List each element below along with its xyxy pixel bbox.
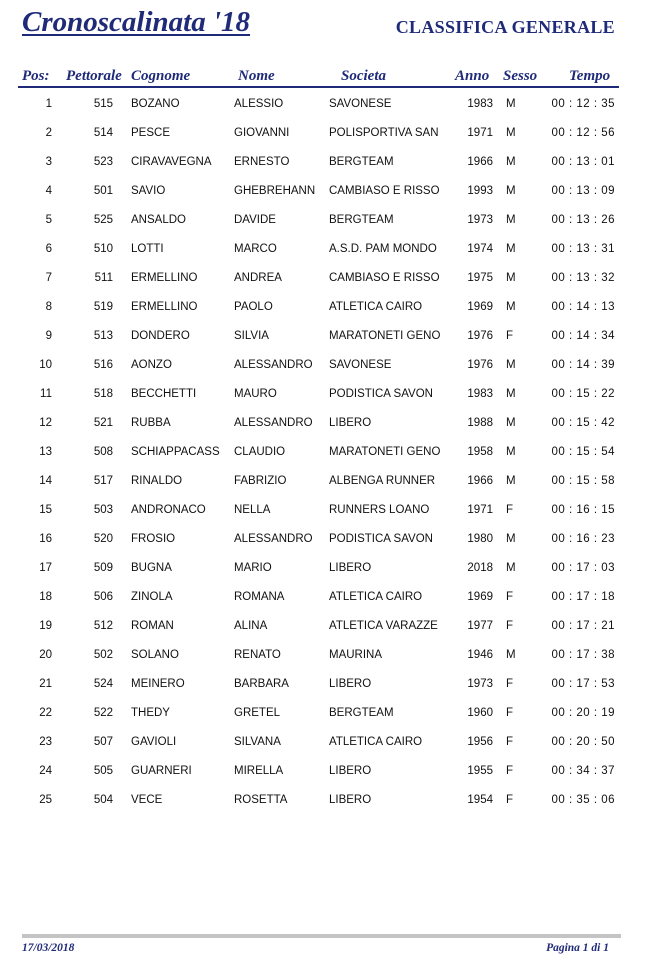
cell-first-name: GRETEL [234,707,281,719]
cell-birth-year: 1966 [467,475,493,487]
table-row [0,350,649,379]
cell-first-name: ALESSIO [234,98,284,110]
cell-time: 00 : 16 : 15 [551,504,615,516]
cell-bib-number: 514 [93,127,113,139]
cell-birth-year: 1955 [467,765,493,777]
cell-position: 23 [39,736,52,748]
cell-position: 7 [45,272,52,284]
cell-birth-year: 1993 [467,185,493,197]
cell-position: 8 [45,301,52,313]
cell-first-name: ROSETTA [234,794,288,806]
cell-surname: SAVIO [131,185,166,197]
table-row [0,205,649,234]
cell-position: 14 [39,475,52,487]
cell-position: 17 [39,562,52,574]
table-row [0,408,649,437]
table-row [0,524,649,553]
table-row [0,321,649,350]
table-row [0,698,649,727]
cell-time: 00 : 17 : 53 [551,678,615,690]
cell-first-name: FABRIZIO [234,475,287,487]
cell-bib-number: 518 [93,388,113,400]
cell-position: 12 [39,417,52,429]
cell-sex: M [506,185,516,197]
cell-sex: F [506,504,514,516]
cell-time: 00 : 13 : 26 [551,214,615,226]
cell-bib-number: 501 [93,185,113,197]
cell-first-name: DAVIDE [234,214,276,226]
cell-club: CAMBIASO E RISSO [329,272,440,284]
cell-first-name: ALESSANDRO [234,417,313,429]
cell-first-name: NELLA [234,504,271,516]
cell-club: CAMBIASO E RISSO [329,185,440,197]
cell-surname: VECE [131,794,163,806]
cell-birth-year: 1969 [467,591,493,603]
cell-position: 13 [39,446,52,458]
cell-birth-year: 1946 [467,649,493,661]
cell-position: 15 [39,504,52,516]
cell-sex: M [506,272,516,284]
cell-club: SAVONESE [329,98,392,110]
table-row [0,379,649,408]
cell-club: LIBERO [329,678,372,690]
cell-first-name: MIRELLA [234,765,284,777]
table-row [0,466,649,495]
header-year: Anno [455,68,490,84]
cell-surname: GAVIOLI [131,736,177,748]
footer-date: 17/03/2018 [22,942,75,954]
cell-surname: BECCHETTI [131,388,197,400]
cell-birth-year: 1976 [467,359,493,371]
cell-time: 00 : 14 : 39 [551,359,615,371]
table-row [0,611,649,640]
cell-sex: M [506,156,516,168]
cell-birth-year: 1971 [467,504,493,516]
cell-birth-year: 1977 [467,620,493,632]
cell-bib-number: 515 [93,98,113,110]
cell-first-name: ALESSANDRO [234,533,313,545]
cell-bib-number: 516 [93,359,113,371]
cell-birth-year: 1980 [467,533,493,545]
header-time: Tempo [569,68,611,84]
cell-position: 24 [39,765,52,777]
cell-time: 00 : 20 : 19 [551,707,615,719]
table-row [0,640,649,669]
cell-position: 20 [39,649,52,661]
cell-bib-number: 508 [93,446,113,458]
cell-birth-year: 1960 [467,707,493,719]
cell-first-name: GIOVANNI [234,127,290,139]
cell-time: 00 : 13 : 01 [551,156,615,168]
cell-surname: PESCE [131,127,170,139]
page-title: Cronoscalinata '18 [22,6,251,38]
cell-bib-number: 512 [93,620,113,632]
cell-bib-number: 507 [93,736,113,748]
cell-sex: M [506,649,516,661]
cell-time: 00 : 35 : 06 [551,794,615,806]
cell-club: ATLETICA CAIRO [329,301,423,313]
cell-first-name: RENATO [234,649,281,661]
cell-birth-year: 1973 [467,678,493,690]
cell-birth-year: 1975 [467,272,493,284]
cell-sex: M [506,98,516,110]
cell-birth-year: 1971 [467,127,493,139]
cell-time: 00 : 20 : 50 [551,736,615,748]
cell-first-name: MARIO [234,562,272,574]
table-row [0,176,649,205]
cell-position: 11 [40,388,52,400]
cell-position: 6 [45,243,52,255]
cell-sex: F [506,794,514,806]
table-row [0,147,649,176]
cell-club: A.S.D. PAM MONDO [329,243,437,255]
cell-sex: F [506,736,514,748]
cell-club: LIBERO [329,417,372,429]
cell-surname: ROMAN [131,620,174,632]
cell-time: 00 : 14 : 13 [551,301,615,313]
footer-bar [22,934,621,938]
cell-time: 00 : 15 : 58 [551,475,615,487]
cell-birth-year: 1973 [467,214,493,226]
cell-surname: SOLANO [131,649,179,661]
cell-surname: BOZANO [131,98,180,110]
cell-position: 16 [39,533,52,545]
table-row [0,437,649,466]
cell-time: 00 : 17 : 03 [551,562,615,574]
cell-bib-number: 504 [93,794,113,806]
cell-time: 00 : 15 : 22 [551,388,615,400]
footer-page: Pagina 1 di 1 [546,942,609,954]
cell-time: 00 : 14 : 34 [551,330,615,342]
cell-birth-year: 1966 [467,156,493,168]
cell-sex: M [506,243,516,255]
cell-time: 00 : 17 : 38 [551,649,615,661]
cell-position: 25 [39,794,52,806]
cell-birth-year: 1954 [467,794,493,806]
cell-bib-number: 517 [93,475,113,487]
cell-club: RUNNERS LOANO [329,504,430,516]
cell-position: 9 [45,330,52,342]
cell-first-name: SILVIA [234,330,269,342]
header-club: Societa [341,68,386,84]
cell-first-name: BARBARA [234,678,289,690]
cell-time: 00 : 34 : 37 [551,765,615,777]
cell-club: LIBERO [329,794,372,806]
cell-time: 00 : 12 : 35 [551,98,615,110]
cell-sex: M [506,533,516,545]
cell-sex: F [506,330,514,342]
cell-first-name: CLAUDIO [234,446,286,458]
cell-position: 2 [45,127,52,139]
cell-surname: RUBBA [131,417,171,429]
table-row [0,495,649,524]
cell-surname: BUGNA [131,562,172,574]
cell-surname: ANDRONACO [131,504,206,516]
cell-bib-number: 522 [93,707,113,719]
cell-sex: F [506,707,514,719]
cell-sex: M [506,359,516,371]
cell-position: 5 [45,214,52,226]
cell-birth-year: 1974 [467,243,493,255]
cell-surname: ERMELLINO [131,301,198,313]
cell-position: 10 [39,359,52,371]
cell-birth-year: 2018 [467,562,493,574]
table-row [0,582,649,611]
cell-club: ATLETICA CAIRO [329,736,423,748]
cell-surname: RINALDO [131,475,183,487]
cell-surname: DONDERO [131,330,190,342]
cell-surname: THEDY [131,707,170,719]
cell-time: 00 : 15 : 42 [551,417,615,429]
cell-bib-number: 525 [93,214,113,226]
cell-sex: M [506,214,516,226]
cell-club: PODISTICA SAVON [329,533,433,545]
cell-sex: M [506,446,516,458]
cell-time: 00 : 12 : 56 [551,127,615,139]
cell-surname: SCHIAPPACASS [131,446,220,458]
cell-surname: AONZO [131,359,172,371]
cell-surname: MEINERO [131,678,185,690]
cell-birth-year: 1958 [467,446,493,458]
cell-sex: F [506,620,514,632]
cell-time: 00 : 13 : 31 [551,243,615,255]
cell-surname: GUARNERI [131,765,192,777]
cell-club: BERGTEAM [329,707,394,719]
cell-position: 21 [39,678,52,690]
cell-time: 00 : 15 : 54 [551,446,615,458]
cell-first-name: ALINA [234,620,268,632]
cell-club: ALBENGA RUNNER [329,475,436,487]
cell-bib-number: 519 [93,301,113,313]
cell-surname: CIRAVAVEGNA [131,156,212,168]
cell-sex: M [506,475,516,487]
cell-bib-number: 505 [93,765,113,777]
cell-sex: M [506,388,516,400]
cell-time: 00 : 13 : 32 [551,272,615,284]
cell-club: MAURINA [329,649,383,661]
cell-birth-year: 1956 [467,736,493,748]
header-rule [18,86,619,88]
table-header [0,66,649,86]
cell-club: LIBERO [329,765,372,777]
cell-time: 00 : 17 : 18 [551,591,615,603]
cell-club: PODISTICA SAVON [329,388,433,400]
table-row [0,756,649,785]
cell-position: 18 [39,591,52,603]
header-surname: Cognome [131,68,191,84]
cell-bib-number: 520 [93,533,113,545]
cell-bib-number: 511 [94,272,113,284]
cell-position: 1 [45,98,52,110]
cell-club: MARATONETI GENO [329,446,441,458]
cell-bib-number: 509 [93,562,113,574]
header-name: Nome [238,68,275,84]
cell-surname: LOTTI [131,243,164,255]
cell-surname: ANSALDO [131,214,186,226]
cell-position: 22 [39,707,52,719]
cell-club: LIBERO [329,562,372,574]
header-sex: Sesso [503,68,538,84]
page-subtitle: CLASSIFICA GENERALE [395,17,615,37]
cell-birth-year: 1983 [467,98,493,110]
cell-position: 19 [39,620,52,632]
header-bib: Pettorale [66,68,122,84]
header-pos: Pos: [22,68,50,84]
cell-surname: ZINOLA [131,591,173,603]
cell-bib-number: 523 [93,156,113,168]
cell-first-name: ERNESTO [234,156,290,168]
cell-position: 4 [45,185,52,197]
cell-first-name: PAOLO [234,301,273,313]
cell-surname: FROSIO [131,533,176,545]
cell-birth-year: 1976 [467,330,493,342]
cell-birth-year: 1988 [467,417,493,429]
cell-bib-number: 521 [93,417,113,429]
cell-club: POLISPORTIVA SAN [329,127,439,139]
cell-sex: M [506,562,516,574]
cell-club: BERGTEAM [329,214,394,226]
table-row [0,785,649,814]
cell-sex: M [506,301,516,313]
cell-first-name: MAURO [234,388,277,400]
results-table [0,89,649,814]
cell-time: 00 : 16 : 23 [551,533,615,545]
cell-club: ATLETICA CAIRO [329,591,423,603]
cell-first-name: GHEBREHANN [234,185,316,197]
cell-club: ATLETICA VARAZZE [329,620,438,632]
cell-club: BERGTEAM [329,156,394,168]
table-row [0,89,649,118]
cell-time: 00 : 13 : 09 [551,185,615,197]
cell-bib-number: 510 [93,243,113,255]
cell-first-name: SILVANA [234,736,281,748]
cell-club: MARATONETI GENO [329,330,441,342]
table-row [0,727,649,756]
cell-time: 00 : 17 : 21 [551,620,615,632]
cell-bib-number: 502 [93,649,113,661]
table-row [0,553,649,582]
cell-sex: M [506,127,516,139]
cell-club: SAVONESE [329,359,392,371]
table-row [0,118,649,147]
cell-birth-year: 1983 [467,388,493,400]
cell-sex: F [506,591,514,603]
cell-position: 3 [45,156,52,168]
cell-first-name: ANDREA [234,272,282,284]
table-row [0,263,649,292]
cell-bib-number: 503 [93,504,113,516]
cell-birth-year: 1969 [467,301,493,313]
cell-first-name: MARCO [234,243,277,255]
table-row [0,292,649,321]
cell-first-name: ROMANA [234,591,285,603]
cell-sex: F [506,678,514,690]
cell-first-name: ALESSANDRO [234,359,313,371]
cell-surname: ERMELLINO [131,272,198,284]
cell-sex: F [506,765,514,777]
cell-bib-number: 524 [93,678,113,690]
table-row [0,234,649,263]
cell-bib-number: 506 [93,591,113,603]
cell-bib-number: 513 [93,330,113,342]
cell-sex: M [506,417,516,429]
table-row [0,669,649,698]
